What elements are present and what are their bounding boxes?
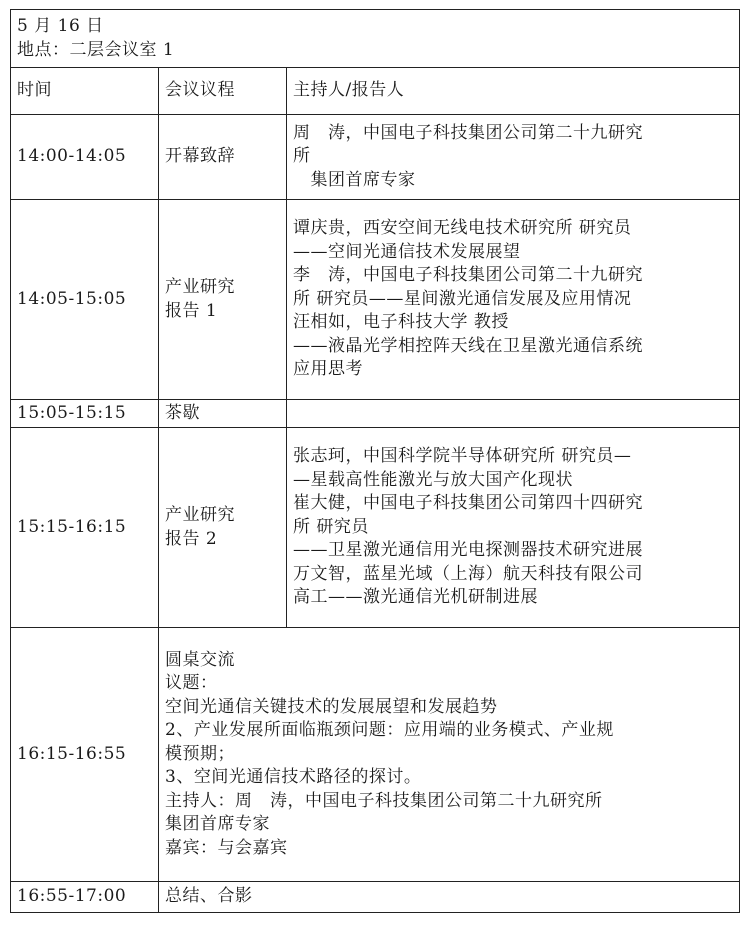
speaker-line: —星载高性能激光与放大国产化现状 (293, 469, 573, 490)
speaker-line: 崔大健，中国电子科技集团公司第四十四研究 (293, 493, 643, 514)
agenda-line: 茶歇 (165, 402, 200, 423)
agenda-line: 产业研究 (165, 277, 235, 297)
speaker-line: 所 研究员 (293, 516, 369, 537)
merged-line: 2、产业发展所面临瓶颈问题：应用端的业务模式、产业规 (165, 720, 614, 741)
time-cell: 16:55-17:00 (11, 882, 159, 913)
agenda-line: 报告 2 (165, 528, 218, 549)
agenda-cell (159, 428, 287, 628)
speaker-line: 应用思考 (293, 359, 363, 380)
meeting-venue: 地点：二层会议室 1 (17, 39, 175, 60)
merged-line: 总结、合影 (165, 886, 253, 907)
speaker-line: 万文智，蓝星光域（上海）航天科技有限公司 (293, 563, 643, 584)
speaker-line: 汪相如，电子科技大学 教授 (293, 312, 509, 333)
table-row (11, 882, 740, 913)
table-row (11, 428, 740, 628)
speaker-line: 李 涛，中国电子科技集团公司第二十九研究 (293, 265, 643, 286)
time-cell: 16:15-16:55 (11, 628, 159, 882)
agenda-line: 开幕致辞 (165, 146, 235, 167)
time-cell: 15:15-16:15 (11, 428, 159, 628)
agenda-line: 产业研究 (165, 505, 235, 525)
merged-line: 议题： (165, 673, 218, 694)
speaker-line: 张志珂，中国科学院半导体研究所 研究员— (293, 446, 632, 467)
column-header-speaker: 主持人/报告人 (287, 68, 740, 115)
speaker-line: 周 涛，中国电子科技集团公司第二十九研究 (293, 122, 643, 143)
speaker-line: ——液晶光学相控阵天线在卫星激光通信系统 (293, 335, 643, 356)
merged-cell (159, 882, 740, 913)
merged-cell (159, 628, 740, 882)
table-row (11, 115, 740, 200)
column-header-time: 时间 (11, 68, 159, 115)
time-cell: 15:05-15:15 (11, 400, 159, 428)
meeting-date: 5 月 16 日 (17, 16, 104, 36)
merged-line: 圆桌交流 (165, 649, 235, 670)
agenda-cell (159, 200, 287, 400)
speaker-line: 高工——激光通信光机研制进展 (293, 587, 538, 608)
merged-line: 空间光通信关键技术的发展展望和发展趋势 (165, 696, 498, 717)
agenda-line: 报告 1 (165, 300, 218, 321)
merged-line: 集团首席专家 (165, 814, 270, 835)
speaker-line: ——卫星激光通信用光电探测器技术研究进展 (293, 540, 643, 561)
column-header-agenda: 会议议程 (159, 68, 287, 115)
table-row (11, 400, 740, 428)
speaker-line: 所 研究员——星间激光通信发展及应用情况 (293, 288, 632, 309)
agenda-cell (159, 115, 287, 200)
table-row (11, 628, 740, 882)
speaker-cell (287, 115, 740, 200)
merged-line: 嘉宾：与会嘉宾 (165, 837, 288, 858)
agenda-table (10, 9, 740, 913)
header-cell (11, 10, 740, 68)
speaker-cell (287, 400, 740, 428)
speaker-line: ——空间光通信技术发展展望 (293, 241, 521, 262)
speaker-cell (287, 200, 740, 400)
merged-line: 模预期； (165, 743, 235, 764)
speaker-line: 谭庆贵，西安空间无线电技术研究所 研究员 (293, 218, 632, 239)
agenda-sheet (10, 9, 739, 913)
speaker-line: 所 (293, 146, 311, 167)
merged-line: 主持人：周 涛，中国电子科技集团公司第二十九研究所 (165, 790, 603, 811)
speaker-line: 集团首席专家 (293, 169, 416, 190)
time-cell: 14:05-15:05 (11, 200, 159, 400)
agenda-cell (159, 400, 287, 428)
time-cell: 14:00-14:05 (11, 115, 159, 200)
speaker-cell (287, 428, 740, 628)
merged-line: 3、空间光通信技术路径的探讨。 (165, 767, 422, 788)
table-row (11, 200, 740, 400)
